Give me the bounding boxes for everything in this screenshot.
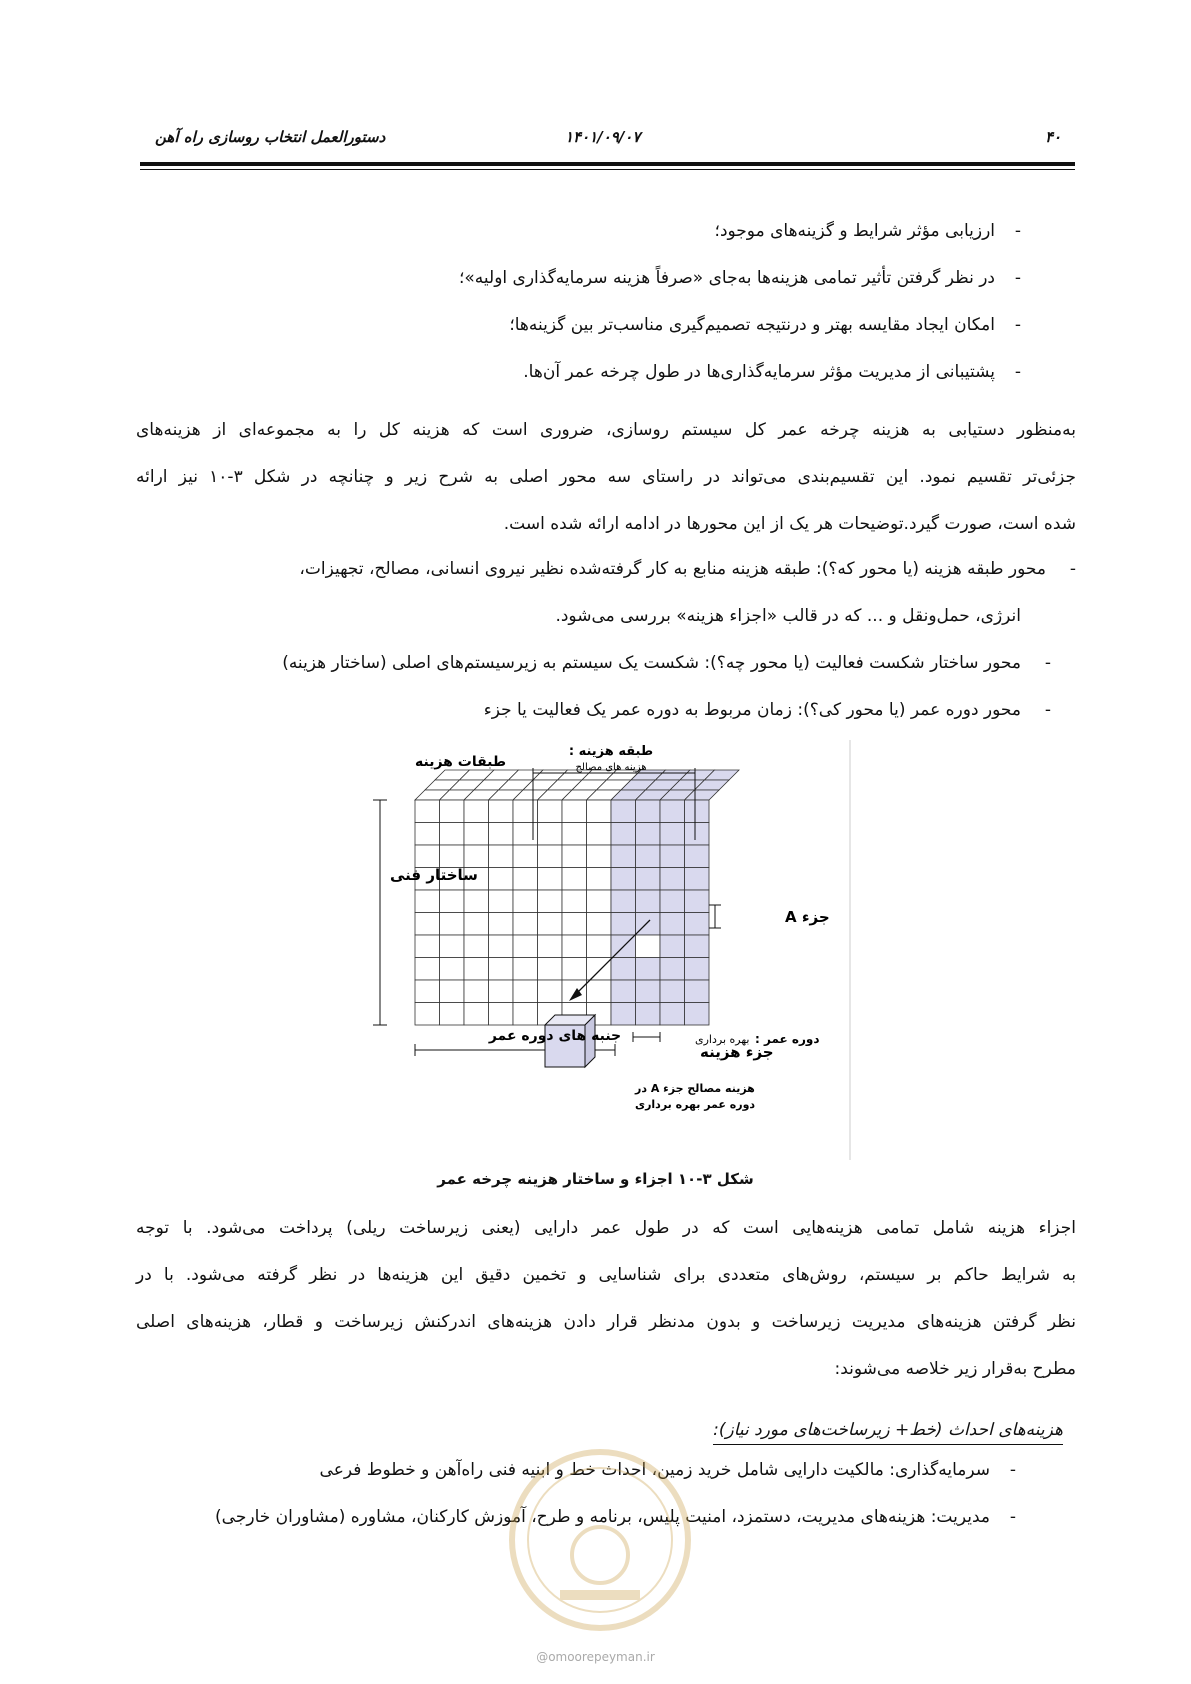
grid-cell — [415, 935, 440, 958]
grid-cell — [636, 958, 661, 981]
grid-cell — [660, 823, 685, 846]
axis-item-structure: -محور ساختار شکست فعالیت (یا محور چه؟): شکست یک سیستم به زیرسیستم‌های اصلی (ساختار هزینه) — [282, 653, 1051, 673]
grid-cell — [587, 935, 612, 958]
grid-cell — [464, 800, 489, 823]
bullet-item: -سرمایه‌گذاری: مالکیت دارایی شامل خرید زمین، احداث خط و ابنیه فنی راه‌آهن و خطوط فرعی — [319, 1460, 1016, 1480]
grid-cell — [464, 913, 489, 936]
label-cost-component: جزء هزینه — [700, 1043, 774, 1061]
grid-cell — [538, 800, 563, 823]
grid-cell — [611, 913, 636, 936]
grid-cell — [464, 935, 489, 958]
grid-cell — [440, 958, 465, 981]
grid-cell — [660, 958, 685, 981]
grid-cell — [587, 800, 612, 823]
grid-cell — [611, 800, 636, 823]
grid-cell — [611, 845, 636, 868]
document-title: دستورالعمل انتخاب روسازی راه آهن — [155, 128, 386, 146]
grid-cell — [562, 845, 587, 868]
label-technical-structure: ساختار فنی — [390, 866, 478, 884]
grid-cell — [415, 913, 440, 936]
label-lifecycle-title: دوره عمر : — [755, 1032, 820, 1046]
label-lifecycle-aspects: جنبه های دوره عمر — [488, 1028, 622, 1044]
grid-cell — [660, 890, 685, 913]
grid-cell — [587, 823, 612, 846]
grid-cell — [660, 913, 685, 936]
grid-cell — [562, 823, 587, 846]
grid-cell — [489, 868, 514, 891]
grid-cell — [513, 958, 538, 981]
grid-cell — [489, 845, 514, 868]
grid-cell — [464, 980, 489, 1003]
label-component-a: جزء A — [785, 908, 830, 926]
header-rule-thick — [140, 162, 1075, 166]
grid-cell — [489, 935, 514, 958]
bullet-item: -در نظر گرفتن تأثیر تمامی هزینه‌ها به‌جای «صرفاً هزینه سرمایه‌گذاری اولیه»؛ — [458, 268, 1021, 288]
watermark-seal-icon — [500, 1440, 700, 1640]
grid-cell — [513, 913, 538, 936]
grid-cell — [464, 1003, 489, 1026]
grid-cell — [513, 800, 538, 823]
grid-cell — [660, 845, 685, 868]
grid-cell — [660, 980, 685, 1003]
grid-cell — [562, 800, 587, 823]
grid-cell — [685, 800, 710, 823]
grid-cell — [415, 823, 440, 846]
axis-item-cost-class-continued: انرژی، حمل‌ونقل و ... که در قالب «اجزاء هزینه» بررسی می‌شود. — [555, 606, 1021, 626]
header-rule-thin — [140, 169, 1075, 170]
grid-cell — [538, 980, 563, 1003]
grid-cell — [611, 980, 636, 1003]
bullet-item: -امکان ایجاد مقایسه بهتر و درنتیجه تصمیم‌گیری مناسب‌تر بین گزینه‌ها؛ — [509, 315, 1021, 335]
grid-cell — [415, 1003, 440, 1026]
bullet-item: -پشتیبانی از مدیریت مؤثر سرمایه‌گذاری‌ها در طول چرخه عمر آن‌ها. — [523, 362, 1021, 382]
grid-cell — [538, 868, 563, 891]
label-lifecycle-sub: بهره برداری — [695, 1033, 750, 1046]
bullet-item: -ارزیابی مؤثر شرایط و گزینه‌های موجود؛ — [714, 221, 1021, 241]
cost-cube-grid — [415, 770, 739, 1025]
grid-cell — [513, 980, 538, 1003]
grid-cell — [464, 823, 489, 846]
grid-cell — [636, 935, 661, 958]
grid-cell — [562, 913, 587, 936]
grid-cell — [587, 868, 612, 891]
grid-cell — [685, 1003, 710, 1026]
grid-cell — [611, 958, 636, 981]
paragraph-cost-components: اجزاء هزینه شامل تمامی هزینه‌هایی است که در طول عمر دارایی (یعنی زیرساخت ریلی) پرداخت می‌شود. با توجه به شرایط حاکم بر سیستم، روش‌های متعددی برای شناسایی و تخمین دقیق این هزینه‌ها در نظر گرفته می‌شود. با در نظر گرفتن هزینه‌های مدیریت زیرساخت و بدون مدنظر قرار دادن هزینه‌های اندرکنش زیرساخت و قطار، هزینه‌های اصلی مطرح به‌قرار زیر خلاصه می‌شوند: — [136, 1218, 1076, 1379]
grid-cell — [660, 1003, 685, 1026]
grid-cell — [611, 868, 636, 891]
grid-cell — [415, 980, 440, 1003]
grid-cell — [415, 890, 440, 913]
grid-cell — [611, 823, 636, 846]
label-note-line2: دوره عمر بهره برداری — [635, 1098, 756, 1111]
bullet-item: -مدیریت: هزینه‌های مدیریت، دستمزد، امنیت پلیس، برنامه و طرح، آموزش کارکنان، مشاوره (مشاوران خارجی) — [215, 1507, 1016, 1527]
label-cost-class-sub: هزینه های مصالح — [575, 762, 647, 773]
grid-cell — [489, 823, 514, 846]
grid-cell — [685, 958, 710, 981]
grid-cell — [636, 980, 661, 1003]
grid-cell — [636, 1003, 661, 1026]
grid-cell — [513, 935, 538, 958]
grid-cell — [440, 823, 465, 846]
grid-cell — [538, 845, 563, 868]
axis-item-lifecycle: -محور دوره عمر (یا محور کی؟): زمان مربوط به دوره عمر یک فعالیت یا جزء — [483, 700, 1051, 720]
grid-cell — [440, 913, 465, 936]
grid-cell — [489, 890, 514, 913]
figure-caption: شکل ۳-۱۰ اجزاء و ساختار هزینه چرخه عمر — [437, 1170, 754, 1188]
grid-cell — [440, 980, 465, 1003]
grid-cell — [562, 935, 587, 958]
grid-cell — [538, 890, 563, 913]
grid-cell — [538, 913, 563, 936]
label-note-line1: هزینه مصالح جزء A در — [635, 1082, 755, 1095]
grid-cell — [685, 845, 710, 868]
grid-cell — [513, 890, 538, 913]
paragraph-cost-breakdown: به‌منظور دستیابی به هزینه چرخه عمر کل سیستم روسازی، ضروری است که هزینه کل را به مجموعه‌ای از هزینه‌های جزئی‌تر تقسیم نمود. این تقسیم‌بندی می‌تواند در راستای سه محور اصلی به شرح زیر و چنانچه در شکل ۳-۱۰ نیز ارائه شده است، صورت گیرد.توضیحات هر یک از این محورها در ادامه ارائه شده است. — [136, 420, 1076, 534]
grid-cell — [660, 868, 685, 891]
grid-cell — [440, 845, 465, 868]
lifecycle-cost-figure — [315, 740, 860, 1160]
grid-cell — [440, 935, 465, 958]
document-date: ۱۴۰۱/۰۹/۰۷ — [565, 128, 641, 146]
grid-cell — [660, 800, 685, 823]
subheading-construction-costs: هزینه‌های احداث (خط+ زیرساخت‌های مورد نیاز): — [713, 1420, 1063, 1445]
grid-cell — [587, 845, 612, 868]
grid-cell — [464, 890, 489, 913]
grid-cell — [538, 958, 563, 981]
grid-cell — [513, 1003, 538, 1026]
grid-cell — [489, 980, 514, 1003]
grid-cell — [636, 868, 661, 891]
grid-cell — [685, 980, 710, 1003]
grid-cell — [685, 913, 710, 936]
axis-item-cost-class: -محور طبقه هزینه (یا محور که؟): طبقه هزینه منابع به کار گرفته‌شده نظیر نیروی انسانی، مصالح، تجهیزات، — [299, 559, 1076, 579]
grid-cell — [440, 800, 465, 823]
grid-cell — [685, 823, 710, 846]
grid-cell — [464, 958, 489, 981]
grid-cell — [513, 868, 538, 891]
grid-cell — [562, 868, 587, 891]
grid-cell — [611, 890, 636, 913]
watermark-url: @omoorepeyman.ir — [536, 1650, 655, 1664]
grid-cell — [587, 958, 612, 981]
grid-cell — [489, 913, 514, 936]
grid-cell — [587, 980, 612, 1003]
grid-cell — [562, 890, 587, 913]
grid-cell — [636, 845, 661, 868]
grid-cell — [415, 958, 440, 981]
page-number: ۴۰ — [1045, 128, 1062, 146]
grid-cell — [636, 800, 661, 823]
grid-cell — [464, 845, 489, 868]
grid-cell — [513, 823, 538, 846]
grid-cell — [538, 935, 563, 958]
label-cost-classes: طبقات هزینه — [415, 754, 507, 770]
grid-cell — [562, 980, 587, 1003]
grid-cell — [489, 1003, 514, 1026]
grid-cell — [440, 890, 465, 913]
grid-cell — [636, 823, 661, 846]
grid-cell — [660, 935, 685, 958]
grid-cell — [611, 1003, 636, 1026]
grid-cell — [587, 890, 612, 913]
grid-cell — [415, 845, 440, 868]
grid-cell — [415, 800, 440, 823]
grid-cell — [587, 913, 612, 936]
grid-cell — [489, 958, 514, 981]
grid-cell — [636, 890, 661, 913]
grid-cell — [562, 958, 587, 981]
label-cost-class-title: طبقه هزینه : — [568, 744, 654, 759]
grid-cell — [440, 1003, 465, 1026]
grid-cell — [685, 868, 710, 891]
grid-cell — [685, 890, 710, 913]
grid-cell — [489, 800, 514, 823]
grid-cell — [538, 823, 563, 846]
grid-cell — [513, 845, 538, 868]
grid-cell — [685, 935, 710, 958]
